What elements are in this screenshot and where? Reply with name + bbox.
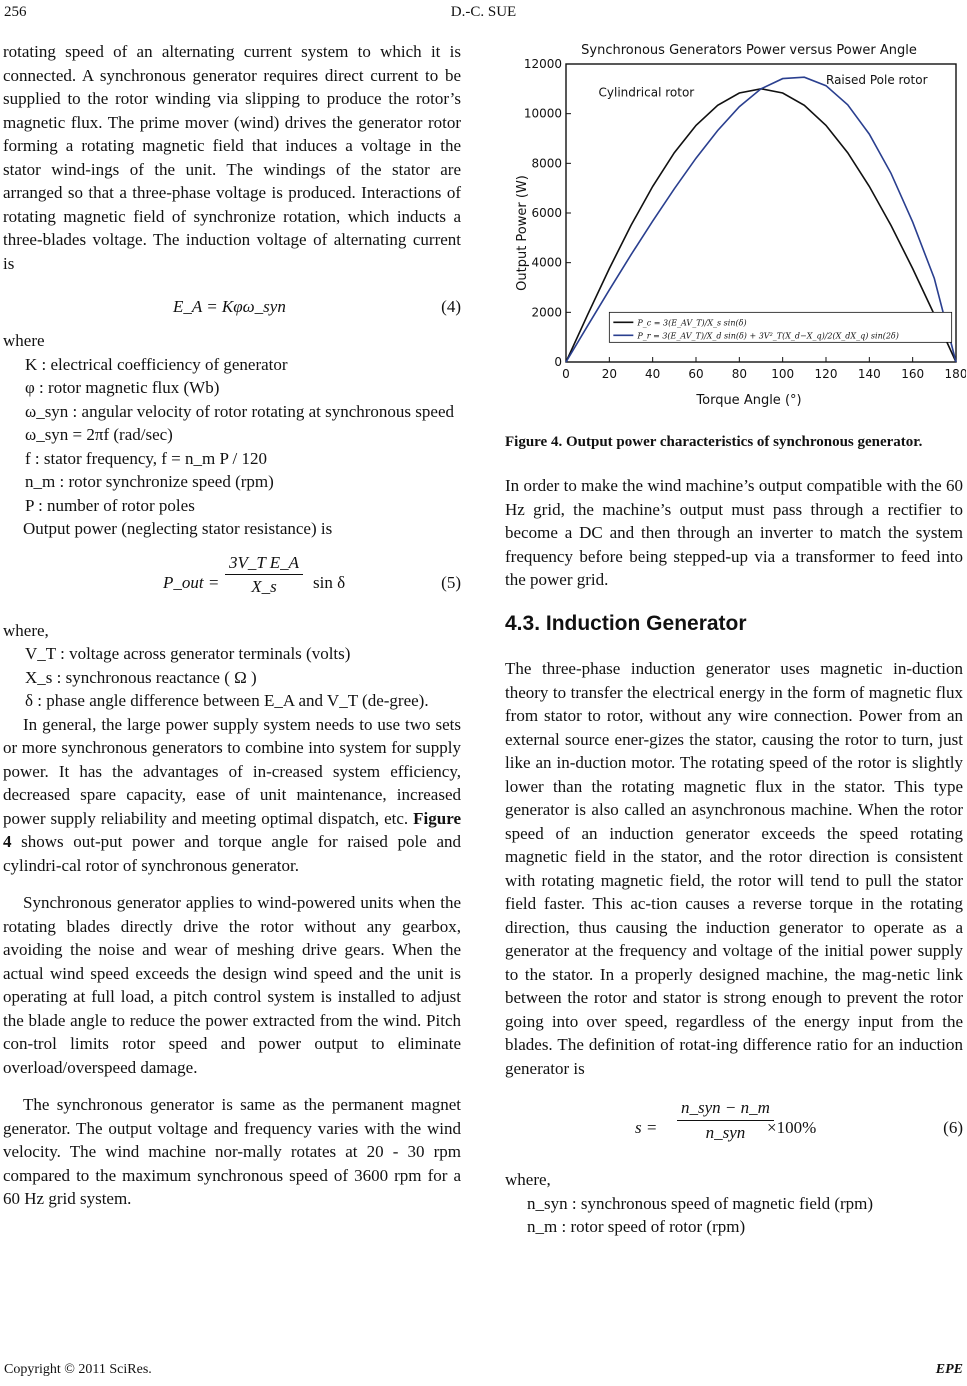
equation-number: (5) (441, 572, 461, 592)
definition: δ : phase angle difference between E_A and V_T (de-gree). (25, 691, 429, 710)
y-tick-label: 12000 (523, 57, 562, 71)
y-tick-label: 4000 (531, 255, 562, 270)
equation-tail: sin δ (313, 572, 346, 592)
equation-6 (505, 1090, 963, 1168)
y-tick-label: 6000 (531, 206, 562, 220)
equation-lhs: s = (635, 1118, 658, 1137)
where-label: where (3, 331, 45, 350)
definition: n_syn : synchronous speed of magnetic field (rpm) (527, 1193, 874, 1213)
paragraph: In order to make the wind machine’s output compatible with the 60 Hz grid, the machine’s output must pass through a rectifier to become a DC and then through an inverter to match the system frequency before being stepped-up via a transformer to feed into the power grid. (505, 476, 963, 589)
x-tick-label: 120 (814, 367, 838, 381)
legend-entry: P_c = 3(E_AV_T)/X_s sin(δ) (637, 318, 747, 328)
definition: K : electrical coefficiency of generator (25, 354, 288, 374)
definition: f : stator frequency, f = n_m P / 120 (25, 448, 268, 468)
definition-list (3, 353, 461, 518)
y-tick-label: 0 (554, 355, 562, 369)
definition: ω_syn : angular velocity of rotor rotating at synchronous speed (25, 401, 455, 421)
paragraph: The three-phase induction generator uses magnetic in-duction theory to transfer the electrical energy in the form of magnetic flux from stator to rotor, without any wire connection. Power from an external source ener-gizes the stator, causing the rotor to turn, just like an in-duction motor. The rotating speed of the rotor is slightly lower than the rotating magnetic flux in the stator. This type generator is also called an asynchronous machine. When the rotor speed of an induction generator exceeds the speed rotating magnetic field in the stator, and the rotor direction is consistent with rotating magnetic field, the rotor will tend to pull the stator field faster. This ac-tion causes a reverse torque in the rotating direction, thus causing the induction generator to operate as a generator at the frequency and voltage of the initial power supply to the stator. In a properly designed machine, the mag-netic link between the rotor and stator is strong enough to prevent the rotor going into over speed, regardless of the energy input from the blades. The definition of rotat-ing difference ratio for an induction generator is (505, 659, 963, 1078)
where-label: where, (505, 1170, 551, 1189)
section-heading: 4.3. Induction Generator (505, 611, 747, 635)
equation-tail: ×100% (767, 1118, 817, 1137)
y-axis-label: Output Power (W) (515, 175, 530, 291)
definition: n_m : rotor speed of rotor (rpm) (527, 1217, 746, 1236)
equation-number: (4) (441, 297, 461, 316)
definition: φ : rotor magnetic flux (Wb) (25, 378, 220, 397)
figure-caption: Figure 4. Output power characteristics of synchronous generator. (505, 434, 923, 450)
figure-reference: Figure 4 (3, 808, 462, 851)
x-tick-label: 80 (731, 367, 747, 381)
annotation-raised-pole-rotor: Raised Pole rotor (826, 72, 928, 87)
fraction-denominator: X_s (251, 577, 277, 596)
power-angle-chart (504, 36, 966, 414)
running-author: D.-C. SUE (450, 4, 517, 20)
fraction-numerator: n_syn − n_m (677, 1096, 774, 1121)
equation-4 (3, 285, 461, 329)
x-tick-label: 160 (901, 367, 925, 381)
paragraph: Output power (neglecting stator resistance) is (23, 519, 333, 538)
x-tick-label: 0 (562, 367, 570, 381)
where-label: where, (3, 620, 49, 640)
definition: V_T : voltage across generator terminals (volts) (25, 644, 351, 663)
paragraph: The synchronous generator is same as the permanent magnet generator. The output voltage and frequency varies with the wind velocity. The wind machine nor-mally rotates at 20 - 30 rpm compared to the maximum synchronous speed of 3600 rpm for a 60 Hz grid system. (3, 1095, 461, 1208)
chart-title: Synchronous Generators Power versus Power Angle (581, 43, 917, 58)
definition-list (505, 1192, 963, 1239)
x-tick-label: 180 (944, 367, 966, 381)
x-tick-label: 40 (645, 367, 661, 381)
x-tick-label: 140 (857, 367, 881, 381)
y-tick-label: 8000 (531, 156, 562, 171)
equation-fraction (225, 551, 303, 599)
copyright: Copyright © 2011 SciRes. (4, 1362, 152, 1377)
page-footer (4, 1362, 963, 1378)
figure-4 (504, 36, 966, 414)
equation-body: E_A = Kφω_syn (173, 297, 286, 316)
journal-abbrev: EPE (935, 1362, 963, 1377)
equation-number: (6) (943, 1118, 963, 1137)
equation-5 (3, 547, 461, 619)
paragraph-text: shows out-put power and torque angle for raised pole and cylindri-cal rotor of synchronous generator. (3, 832, 461, 875)
right-column (505, 432, 963, 1239)
legend-entry: P_r = 3(E_AV_T)/X_d sin(δ) + 3V²_T(X_d−X_q)/2(X_dX_q) sin(2δ) (637, 331, 899, 341)
equation-fraction (677, 1096, 774, 1144)
x-tick-label: 100 (771, 367, 795, 381)
x-tick-label: 20 (601, 367, 617, 381)
definition: n_m : rotor synchronize speed (rpm) (25, 472, 274, 491)
x-axis-label: Torque Angle (°) (696, 393, 802, 408)
page-number: 256 (4, 4, 27, 20)
paragraph-text: In general, the large power supply system needs to use two sets or more synchronous generators to combine into system for supply power. It has the advantages of in-creased system efficiency, decreased spare capacity, ease of unit maintenance, increased power supply reliability and meeting optimal dispatch, etc. (3, 714, 461, 828)
paragraph: Synchronous generator applies to wind-powered units when the rotating blades directly drive the rotor without any gearbox, avoiding the noise and wear of meshing drive gears. When the actual wind speed exceeds the design wind speed and the unit is operating at full load, a pitch control system is installed to adjust the blade angle to reduce the power extracted from the wind. Pitch con-trol limits rotor speed and power output to eliminate overload/overspeed damage. (3, 893, 461, 1077)
x-tick-label: 60 (688, 367, 704, 381)
annotation-cylindrical-rotor: Cylindrical rotor (598, 85, 695, 100)
y-tick-label: 10000 (523, 106, 562, 121)
fraction-denominator: n_syn (705, 1122, 746, 1142)
equation-lhs: P_out = (163, 572, 220, 592)
definition-list (3, 642, 461, 713)
paragraph: rotating speed of an alternating current system to which it is connected. A synchronous generator requires direct current to be supplied to the rotor winding via slipping to produce the rotor’s magnetic flux. The prime mover (wind) drives the generator rotor forming a rotating magnetic field that induces a voltage in the stator wind-ings of the unit. The windings of the stator are arranged so that a three-phase voltage is produced. Interactions of rotating magnetic field of synchronize rotation, which inducts a three-blades voltage. The induction voltage of alternating current is (3, 42, 461, 273)
left-column (3, 40, 461, 1211)
paragraph (3, 713, 461, 878)
fraction-numerator: 3V_T E_A (225, 551, 303, 576)
definition: P : number of rotor poles (25, 495, 195, 515)
page-header (0, 4, 967, 24)
definition: ω_syn = 2πf (rad/sec) (25, 425, 173, 444)
y-tick-label: 2000 (531, 305, 562, 320)
definition: X_s : synchronous reactance ( Ω ) (25, 667, 257, 687)
